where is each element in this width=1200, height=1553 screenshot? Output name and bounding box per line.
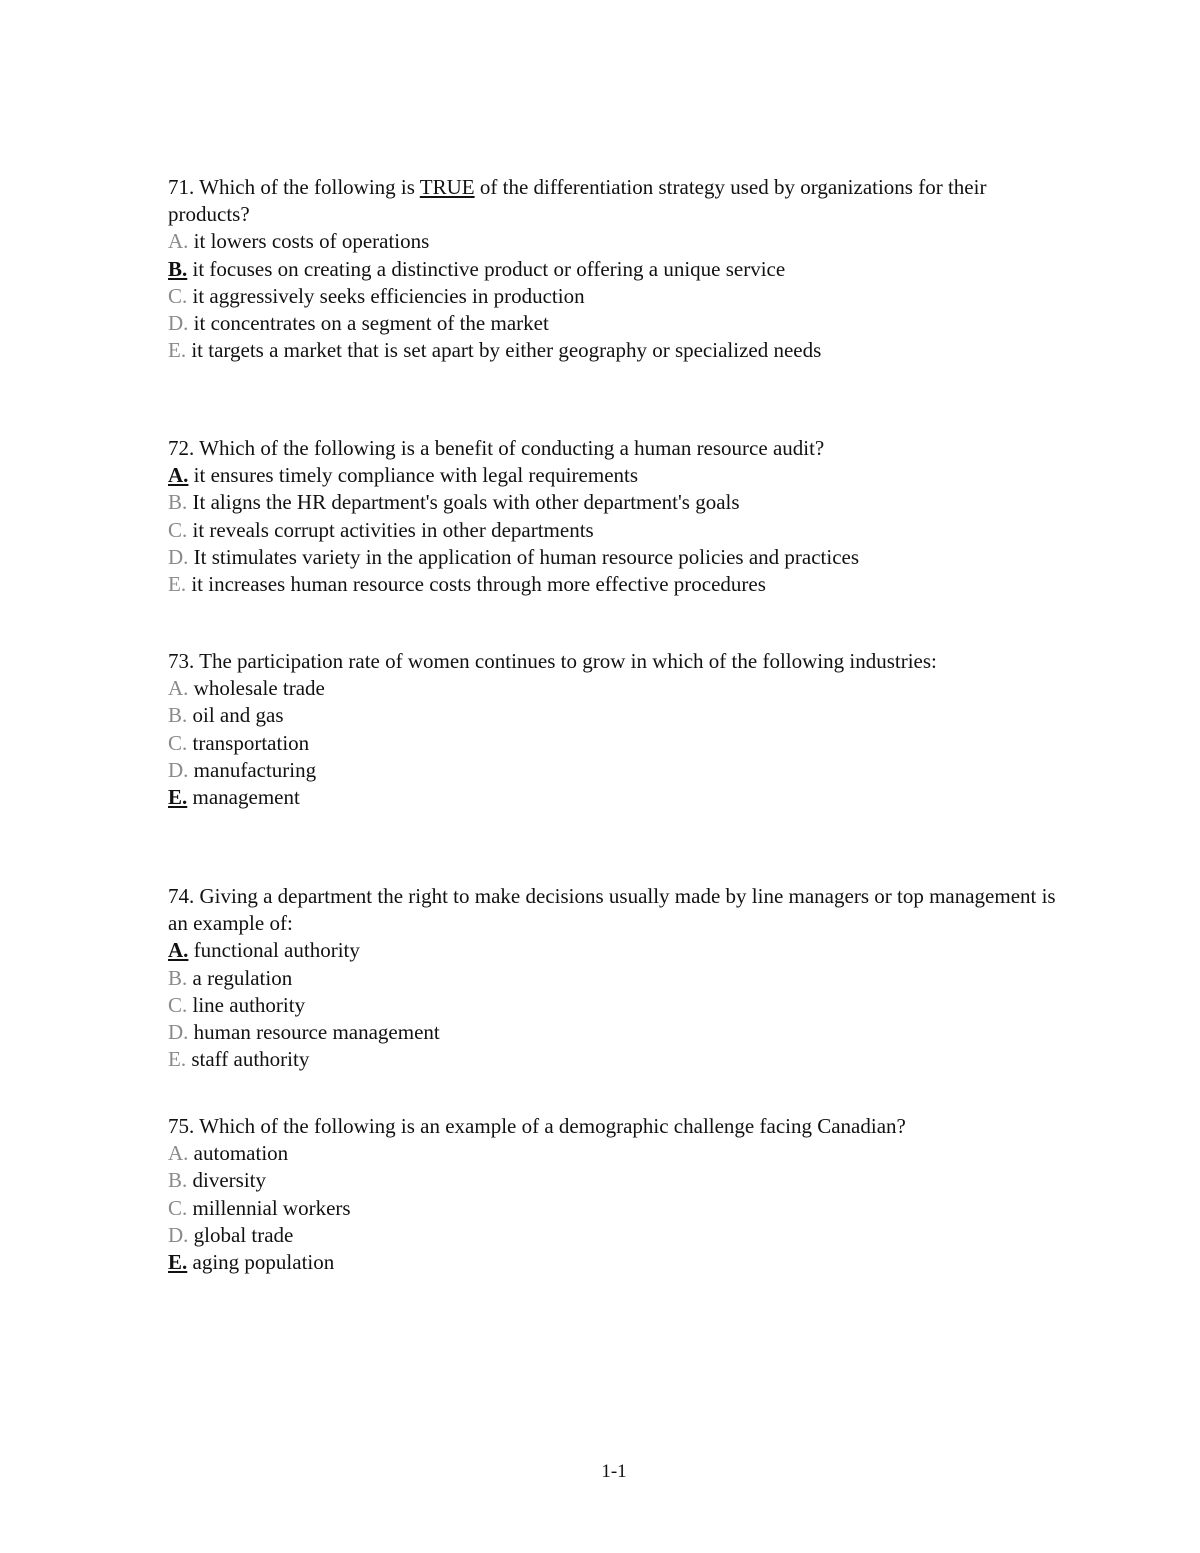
option-text: a regulation (187, 965, 293, 990)
option-letter: C. (168, 517, 188, 542)
option-letter: B. (168, 1168, 188, 1193)
option-text: it ensures timely compliance with legal requirements (188, 463, 639, 488)
option-text: it increases human resource costs through more effective procedures (186, 572, 766, 597)
option-letter-correct: E. (168, 785, 188, 810)
option-letter: D. (168, 1222, 189, 1247)
question-72 (168, 435, 1058, 598)
option-text: it aggressively seeks efficiencies in production (187, 283, 585, 308)
option-text: automation (188, 1141, 289, 1166)
option-letter: D. (168, 757, 189, 782)
question-stem: 72. Which of the following is a benefit of conducting a human resource audit? (168, 436, 825, 460)
option-c (168, 992, 1058, 1019)
option-d (168, 544, 1058, 571)
option-letter: D. (168, 311, 189, 336)
option-letter: C. (168, 1195, 188, 1220)
option-d (168, 1222, 1058, 1249)
option-a (168, 937, 1058, 964)
option-b (168, 965, 1058, 992)
option-e (168, 337, 1058, 364)
option-d (168, 1019, 1058, 1046)
option-a (168, 675, 1058, 702)
option-letter: A. (168, 676, 189, 701)
stem-text: 71. Which of the following is (168, 175, 420, 199)
option-text: functional authority (188, 938, 360, 963)
question-75 (168, 1113, 1058, 1276)
option-letter: B. (168, 490, 188, 515)
option-a (168, 228, 1058, 255)
option-text: it concentrates on a segment of the market (188, 311, 549, 336)
option-letter: C. (168, 730, 188, 755)
option-letter-correct: E. (168, 1250, 188, 1275)
option-letter-correct: A. (168, 938, 189, 963)
page-number: 1-1 (601, 1461, 627, 1482)
option-e (168, 1046, 1058, 1073)
option-letter: A. (168, 229, 189, 254)
option-text: staff authority (186, 1047, 310, 1072)
option-c (168, 283, 1058, 310)
option-b (168, 256, 1058, 283)
option-letter: E. (168, 338, 187, 363)
option-text: transportation (187, 730, 310, 755)
option-text: it focuses on creating a distinctive product or offering a unique service (187, 256, 786, 281)
question-74 (168, 883, 1058, 1073)
question-73 (168, 648, 1058, 811)
option-letter: C. (168, 283, 188, 308)
option-d (168, 310, 1058, 337)
option-text: global trade (188, 1222, 294, 1247)
question-stem: 73. The participation rate of women continues to grow in which of the following industries: (168, 649, 937, 673)
option-b (168, 1167, 1058, 1194)
option-letter: B. (168, 965, 188, 990)
option-letter-correct: A. (168, 463, 189, 488)
option-c (168, 1195, 1058, 1222)
option-text: human resource management (188, 1020, 440, 1045)
option-c (168, 517, 1058, 544)
option-text: it targets a market that is set apart by either geography or specialized needs (186, 338, 822, 363)
option-letter: E. (168, 572, 187, 597)
option-d (168, 757, 1058, 784)
option-text: diversity (187, 1168, 267, 1193)
option-c (168, 730, 1058, 757)
option-e (168, 1249, 1058, 1276)
question-stem (168, 174, 1058, 228)
stem-emphasis: TRUE (419, 175, 475, 199)
option-b (168, 702, 1058, 729)
option-e (168, 784, 1058, 811)
stem-text: of the differentiation strategy used by organizations for their products? (168, 175, 987, 227)
option-letter-correct: B. (168, 256, 188, 281)
option-letter: C. (168, 992, 188, 1017)
question-stem: 74. Giving a department the right to make decisions usually made by line managers or top management is an example of: (168, 884, 1056, 936)
option-text: line authority (187, 992, 306, 1017)
option-letter: E. (168, 1047, 187, 1072)
option-text: oil and gas (187, 703, 284, 728)
option-e (168, 571, 1058, 598)
option-b (168, 489, 1058, 516)
option-letter: D. (168, 544, 189, 569)
question-stem: 75. Which of the following is an example of a demographic challenge facing Canadian? (168, 1114, 906, 1138)
option-letter: D. (168, 1020, 189, 1045)
option-text: manufacturing (188, 757, 317, 782)
option-text: It stimulates variety in the application of human resource policies and practices (188, 544, 860, 569)
option-a (168, 1140, 1058, 1167)
option-letter: A. (168, 1141, 189, 1166)
option-letter: B. (168, 703, 188, 728)
option-text: wholesale trade (188, 676, 325, 701)
option-text: it reveals corrupt activities in other departments (187, 517, 594, 542)
option-text: management (187, 785, 300, 810)
option-text: millennial workers (187, 1195, 351, 1220)
question-71 (168, 174, 1058, 364)
option-text: It aligns the HR department's goals with other department's goals (187, 490, 740, 515)
option-text: it lowers costs of operations (188, 229, 430, 254)
option-a (168, 462, 1058, 489)
option-text: aging population (187, 1250, 335, 1275)
